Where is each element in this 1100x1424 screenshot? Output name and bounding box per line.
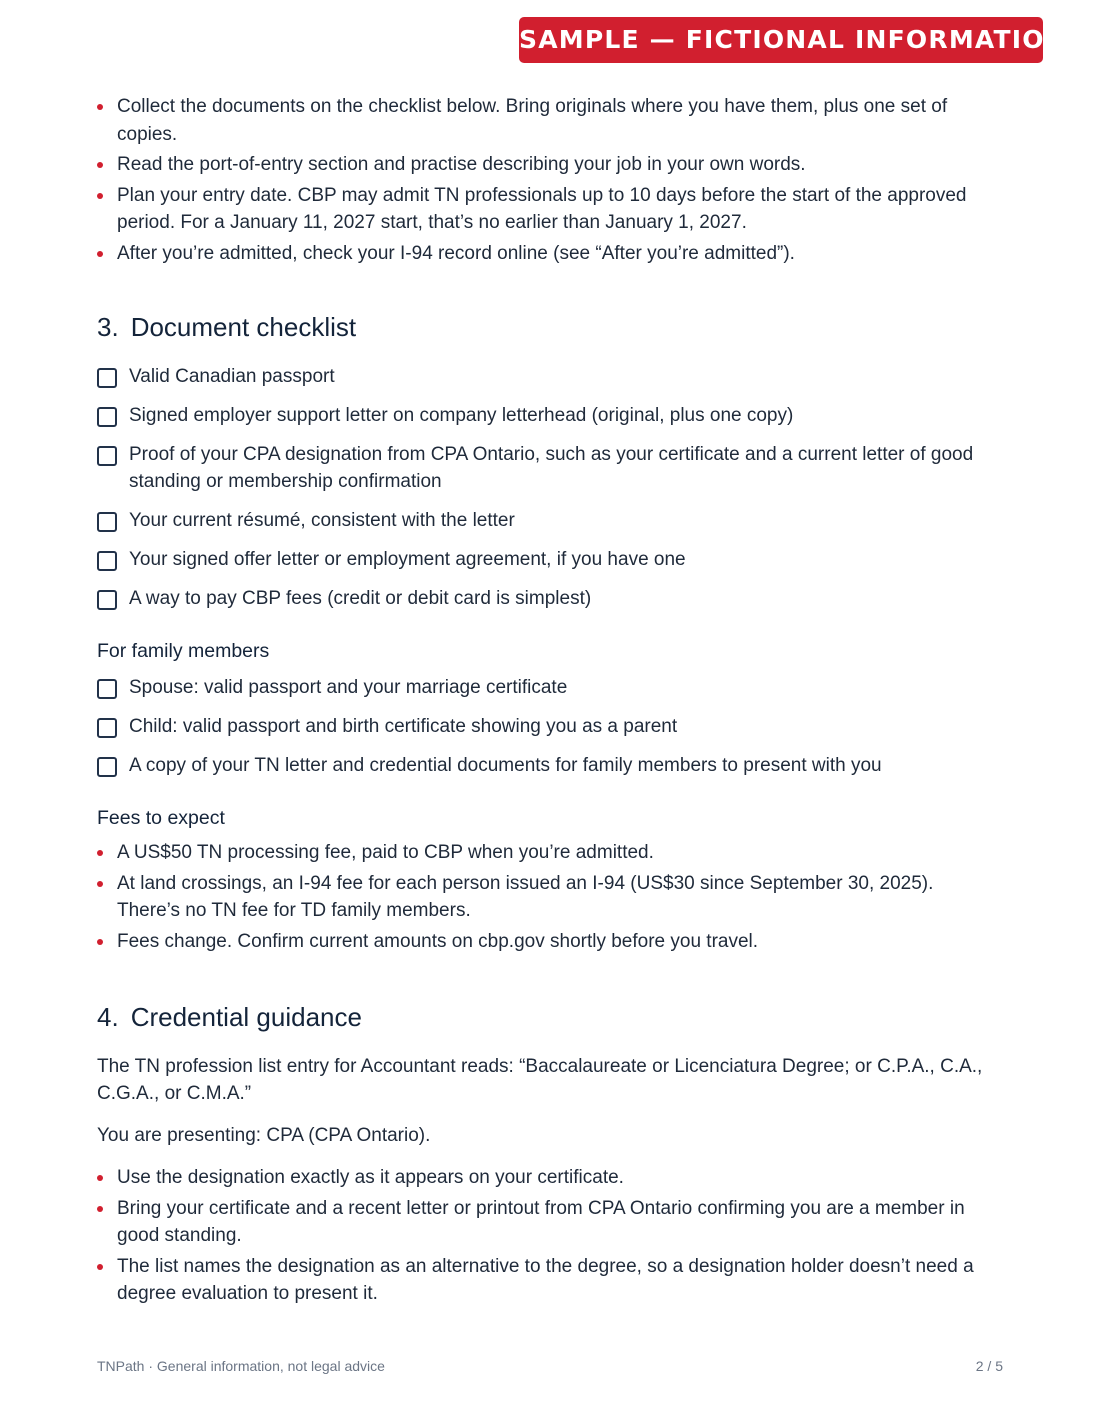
bullet-text: After you’re admitted, check your I-94 record online (see “After you’re admitted”). [117, 242, 795, 264]
bullet-text: The list names the designation as an alternative to the degree, so a designation holder doesn’t need a degree evaluation to present it. [117, 1255, 974, 1304]
document-content [97, 93, 997, 1311]
bullet-text: Collect the documents on the checklist below. Bring originals where you have them, plus one set of copies. [117, 96, 948, 145]
intro-bullet-list [97, 93, 997, 267]
checkbox[interactable] [97, 590, 117, 610]
checklist-item[interactable] [97, 363, 997, 390]
checkbox[interactable] [97, 551, 117, 571]
list-item [97, 240, 997, 268]
credential-paragraph: The TN profession list entry for Accountant reads: “Baccalaureate or Licenciatura Degree; or C.P.A., C.A., C.G.A., or C.M.A.” [97, 1056, 983, 1104]
list-item [97, 151, 997, 179]
list-item [97, 1253, 997, 1308]
bullet-text: A US$50 TN processing fee, paid to CBP when you’re admitted. [117, 842, 654, 863]
section-4-heading [97, 1001, 997, 1033]
section-number: 4. [97, 1002, 119, 1032]
bullet-text: At land crossings, an I-94 fee for each person issued an I-94 (US$30 since September 30, 2025). There’s no TN fee for TD family members. [117, 872, 934, 921]
checkbox[interactable] [97, 512, 117, 532]
family-checklist [97, 674, 997, 779]
presenting-paragraph: You are presenting: CPA (CPA Ontario). [97, 1125, 431, 1146]
checkbox[interactable] [97, 446, 117, 466]
bullet-icon [97, 939, 103, 945]
checklist-item-label: Valid Canadian passport [129, 366, 335, 387]
fees-heading: Fees to expect [97, 807, 225, 829]
bullet-icon [97, 1206, 103, 1212]
checklist-item[interactable] [97, 752, 997, 779]
checklist-item-label: Your current résumé, consistent with the letter [129, 510, 515, 531]
sample-banner: SAMPLE — FICTIONAL INFORMATION [519, 17, 1043, 63]
bullet-icon [97, 1264, 103, 1270]
checklist-item-label: Spouse: valid passport and your marriage certificate [129, 677, 568, 698]
checkbox[interactable] [97, 757, 117, 777]
checklist-item[interactable] [97, 546, 997, 573]
bullet-icon [97, 104, 103, 110]
checklist-item-label: Your signed offer letter or employment agreement, if you have one [129, 549, 686, 570]
section-title: Document checklist [130, 312, 357, 342]
bullet-icon [97, 193, 103, 199]
section-number: 3. [97, 312, 119, 342]
checklist-item[interactable] [97, 441, 997, 495]
section-title: Credential guidance [130, 1002, 362, 1032]
bullet-text: Bring your certificate and a recent letter or printout from CPA Ontario confirming you are a member in good standing. [117, 1197, 965, 1246]
bullet-icon [97, 1175, 103, 1181]
checklist-item-label: Signed employer support letter on company letterhead (original, plus one copy) [129, 405, 794, 426]
bullet-icon [97, 850, 103, 856]
footer-note: TNPath · General information, not legal advice [97, 1358, 385, 1374]
checkbox[interactable] [97, 679, 117, 699]
list-item [97, 1164, 997, 1192]
bullet-icon [97, 881, 103, 887]
checklist-item[interactable] [97, 507, 997, 534]
page-number: 2 / 5 [975, 1358, 1003, 1374]
checklist-item-label: Child: valid passport and birth certificate showing you as a parent [129, 716, 678, 737]
checklist-item-label: A copy of your TN letter and credential documents for family members to present with you [129, 755, 882, 776]
bullet-text: Plan your entry date. CBP may admit TN professionals up to 10 days before the start of the approved period. For a January 11, 2027 start, that’s no earlier than January 1, 2027. [117, 184, 967, 233]
checklist-item[interactable] [97, 674, 997, 701]
checklist-item[interactable] [97, 585, 997, 612]
checklist-item-label: Proof of your CPA designation from CPA Ontario, such as your certificate and a current letter of good standing or membership confirmation [129, 444, 974, 492]
document-checklist [97, 363, 997, 612]
bullet-icon [97, 162, 103, 168]
bullet-text: Read the port-of-entry section and practise describing your job in your own words. [117, 154, 806, 175]
family-members-heading: For family members [97, 640, 270, 662]
list-item [97, 93, 997, 148]
checklist-item-label: A way to pay CBP fees (credit or debit card is simplest) [129, 588, 592, 609]
list-item [97, 839, 997, 867]
bullet-icon [97, 251, 103, 257]
bullet-text: Fees change. Confirm current amounts on cbp.gov shortly before you travel. [117, 930, 759, 952]
list-item [97, 870, 997, 925]
list-item [97, 182, 997, 237]
checklist-item[interactable] [97, 713, 997, 740]
checklist-item[interactable] [97, 402, 997, 429]
credential-bullet-list [97, 1164, 997, 1308]
list-item [97, 1195, 997, 1250]
section-3-heading [97, 311, 997, 343]
list-item [97, 928, 997, 956]
bullet-text: Use the designation exactly as it appears on your certificate. [117, 1167, 624, 1188]
fees-bullet-list [97, 839, 997, 955]
checkbox[interactable] [97, 718, 117, 738]
checkbox[interactable] [97, 407, 117, 427]
checkbox[interactable] [97, 368, 117, 388]
